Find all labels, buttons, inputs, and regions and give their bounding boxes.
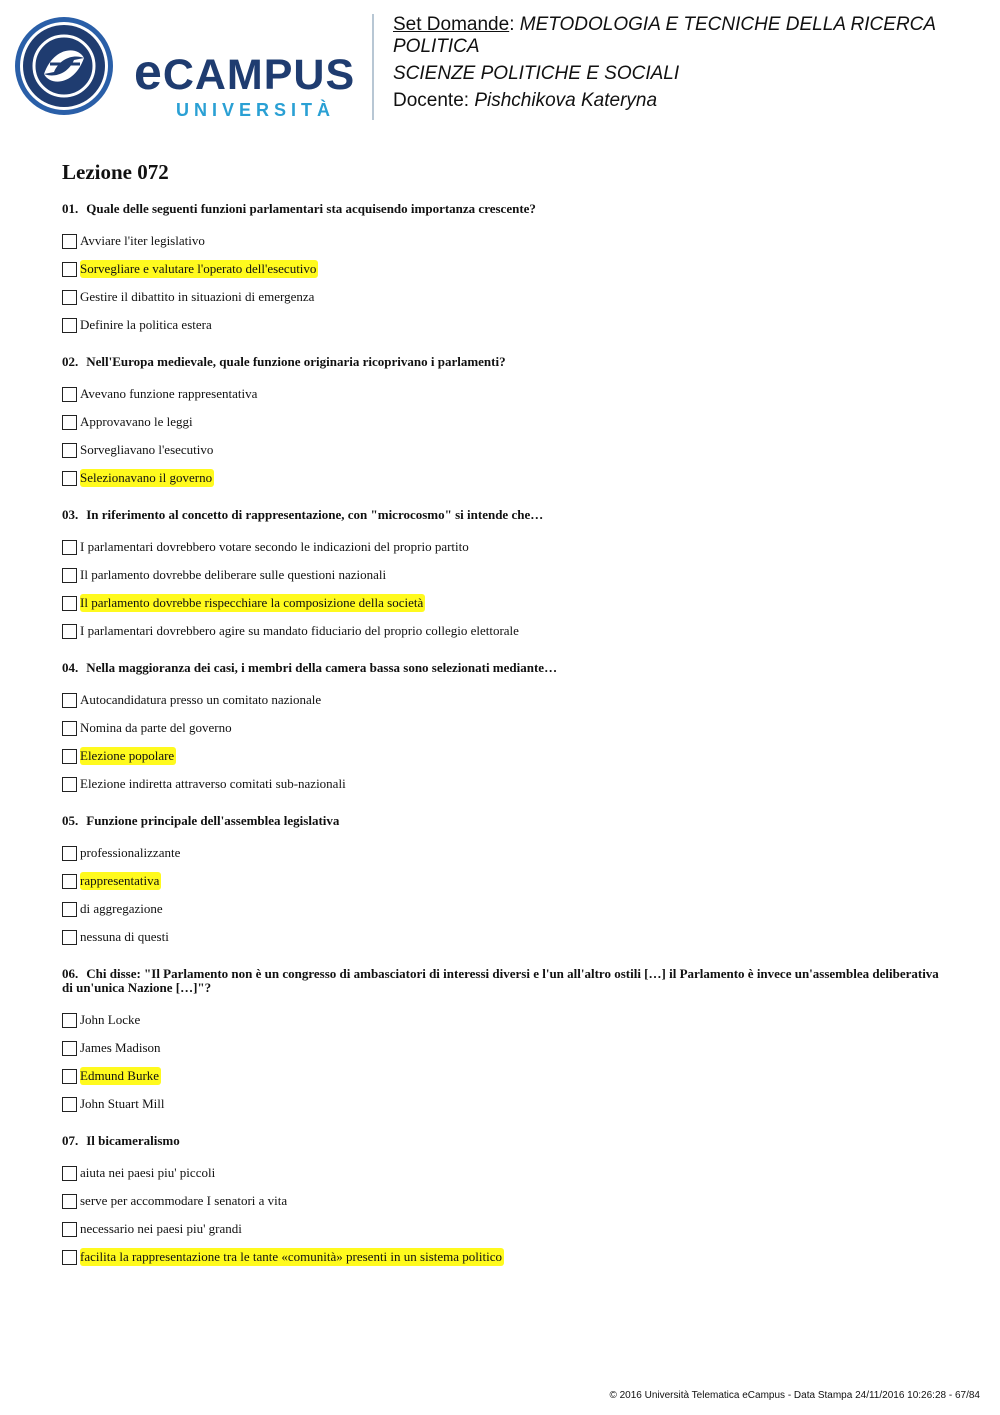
answer-option[interactable] [62,1090,942,1118]
answer-checkbox[interactable] [62,902,77,917]
question-number: 01. [62,201,79,216]
answer-option[interactable] [62,408,942,436]
page-header [0,0,1000,130]
faculty-row [393,63,973,85]
answer-text: Avevano funzione rappresentativa [80,386,258,401]
answer-option[interactable] [62,589,942,617]
answer-checkbox[interactable] [62,387,77,402]
answer-checkbox[interactable] [62,568,77,583]
question-item [62,967,942,1118]
answer-text: di aggregazione [80,901,163,916]
answer-text-highlighted: Edmund Burke [80,1068,160,1083]
question-title [62,967,942,995]
university-seal-icon [14,16,114,116]
answer-checkbox[interactable] [62,262,77,277]
answer-option[interactable] [62,770,942,798]
answer-checkbox[interactable] [62,1041,77,1056]
answer-text-highlighted: rappresentativa [80,873,160,888]
answer-option[interactable] [62,533,942,561]
answer-text-highlighted: Il parlamento dovrebbe rispecchiare la composizione della società [80,595,424,610]
answer-checkbox[interactable] [62,1194,77,1209]
question-item [62,661,942,798]
question-text: Il bicameralismo [86,1133,180,1148]
answer-checkbox[interactable] [62,415,77,430]
question-text: Quale delle seguenti funzioni parlamentari sta acquisendo importanza crescente? [86,201,536,216]
question-number: 06. [62,966,79,981]
teacher-row [393,90,973,112]
answer-checkbox[interactable] [62,1097,77,1112]
answer-checkbox[interactable] [62,1222,77,1237]
answer-checkbox[interactable] [62,930,77,945]
answer-checkbox[interactable] [62,234,77,249]
logo-letter: e [134,44,163,100]
answer-option[interactable] [62,895,942,923]
answer-checkbox[interactable] [62,874,77,889]
logo-wordmark [134,44,356,100]
answer-text: I parlamentari dovrebbero votare secondo le indicazioni del proprio partito [80,539,469,554]
answer-option[interactable] [62,742,942,770]
answer-text-highlighted: Elezione popolare [80,748,175,763]
set-label: Set Domande [393,14,510,35]
question-number: 05. [62,813,79,828]
question-list [62,202,942,1287]
answer-option[interactable] [62,1034,942,1062]
answer-option[interactable] [62,923,942,951]
answer-option[interactable] [62,1159,942,1187]
question-title [62,814,942,828]
answer-checkbox[interactable] [62,1166,77,1181]
answer-checkbox[interactable] [62,1250,77,1265]
answer-checkbox[interactable] [62,624,77,639]
question-text: Funzione principale dell'assemblea legislativa [86,813,340,828]
question-number: 03. [62,507,79,522]
answer-text: John Locke [80,1012,141,1027]
logo-subtitle: UNIVERSITÀ [176,100,336,120]
answer-option[interactable] [62,311,942,339]
answer-checkbox[interactable] [62,1013,77,1028]
answer-text: necessario nei paesi piu' grandi [80,1221,242,1236]
question-text: Nell'Europa medievale, quale funzione originaria ricoprivano i parlamenti? [86,354,506,369]
question-item [62,814,942,951]
answer-checkbox[interactable] [62,596,77,611]
question-number: 04. [62,660,79,675]
answer-checkbox[interactable] [62,290,77,305]
question-number: 07. [62,1133,79,1148]
answer-text: Nomina da parte del governo [80,720,232,735]
answer-checkbox[interactable] [62,749,77,764]
set-title-row [393,14,973,58]
header-divider [372,14,374,120]
answer-option[interactable] [62,839,942,867]
answer-checkbox[interactable] [62,777,77,792]
question-title [62,355,942,369]
question-title [62,202,942,216]
answer-text-highlighted: Sorvegliare e valutare l'operato dell'esecutivo [80,261,317,276]
question-item [62,508,942,645]
answer-checkbox[interactable] [62,1069,77,1084]
answer-option[interactable] [62,1243,942,1271]
answer-text: serve per accommodare I senatori a vita [80,1193,288,1208]
header-info [393,14,973,117]
answer-option[interactable] [62,227,942,255]
teacher-name: Pishchikova Kateryna [474,90,658,111]
set-title: METODOLOGIA E TECNICHE DELLA RICERCA POLITICA [393,14,936,57]
answer-text: Il parlamento dovrebbe deliberare sulle questioni nazionali [80,567,387,582]
answer-option[interactable] [62,617,942,645]
question-number: 02. [62,354,79,369]
answer-option[interactable] [62,464,942,492]
question-item [62,1134,942,1271]
answer-text: professionalizzante [80,845,181,860]
answer-checkbox[interactable] [62,471,77,486]
question-text: Nella maggioranza dei casi, i membri della camera bassa sono selezionati mediante… [86,660,558,675]
answer-checkbox[interactable] [62,318,77,333]
question-item [62,202,942,339]
answer-text: Autocandidatura presso un comitato nazionale [80,692,322,707]
question-title [62,508,942,522]
answer-option[interactable] [62,380,942,408]
answer-option[interactable] [62,1215,942,1243]
logo-word-text: CAMPUS [162,51,356,99]
answer-text: Approvavano le leggi [80,414,193,429]
answer-checkbox[interactable] [62,443,77,458]
answer-option[interactable] [62,686,942,714]
answer-option[interactable] [62,867,942,895]
question-title [62,1134,942,1148]
ecampus-logo [14,14,359,118]
answer-option[interactable] [62,1062,942,1090]
lesson-title: Lezione 072 [62,160,169,184]
set-colon: : [509,14,520,35]
answer-text-highlighted: facilita la rappresentazione tra le tante «comunità» presenti in un sistema politico [80,1249,502,1264]
question-item [62,355,942,492]
answer-option[interactable] [62,561,942,589]
answer-option[interactable] [62,1187,942,1215]
page-footer: © 2016 Università Telematica eCampus - Data Stampa 24/11/2016 10:26:28 - 67/84 [609,1390,980,1401]
answer-option[interactable] [62,436,942,464]
answer-checkbox[interactable] [62,693,77,708]
teacher-label: Docente: [393,90,475,111]
question-title [62,661,942,675]
answer-option[interactable] [62,283,942,311]
answer-option[interactable] [62,714,942,742]
answer-option[interactable] [62,255,942,283]
answer-text: Definire la politica estera [80,317,212,332]
answer-text-highlighted: Selezionavano il governo [80,470,213,485]
answer-text: Elezione indiretta attraverso comitati sub-nazionali [80,776,346,791]
answer-checkbox[interactable] [62,721,77,736]
question-text: Chi disse: "Il Parlamento non è un congresso di ambasciatori di interessi diversi e l'un all'altro ostili […] il Parlamento è invece un'assemblea deliberativa di un'unica Nazione […]"? [62,966,939,995]
answer-option[interactable] [62,1006,942,1034]
answer-text: Avviare l'iter legislativo [80,233,205,248]
answer-text: Sorvegliavano l'esecutivo [80,442,214,457]
answer-text: aiuta nei paesi piu' piccoli [80,1165,216,1180]
answer-text: John Stuart Mill [80,1096,165,1111]
faculty-name: SCIENZE POLITICHE E SOCIALI [393,63,680,84]
answer-text: Gestire il dibattito in situazioni di emergenza [80,289,315,304]
question-text: In riferimento al concetto di rappresentazione, con "microcosmo" si intende che… [86,507,544,522]
answer-text: I parlamentari dovrebbero agire su mandato fiduciario del proprio collegio elettorale [80,623,519,638]
answer-checkbox[interactable] [62,540,77,555]
answer-text: James Madison [80,1040,161,1055]
answer-checkbox[interactable] [62,846,77,861]
answer-text: nessuna di questi [80,929,169,944]
